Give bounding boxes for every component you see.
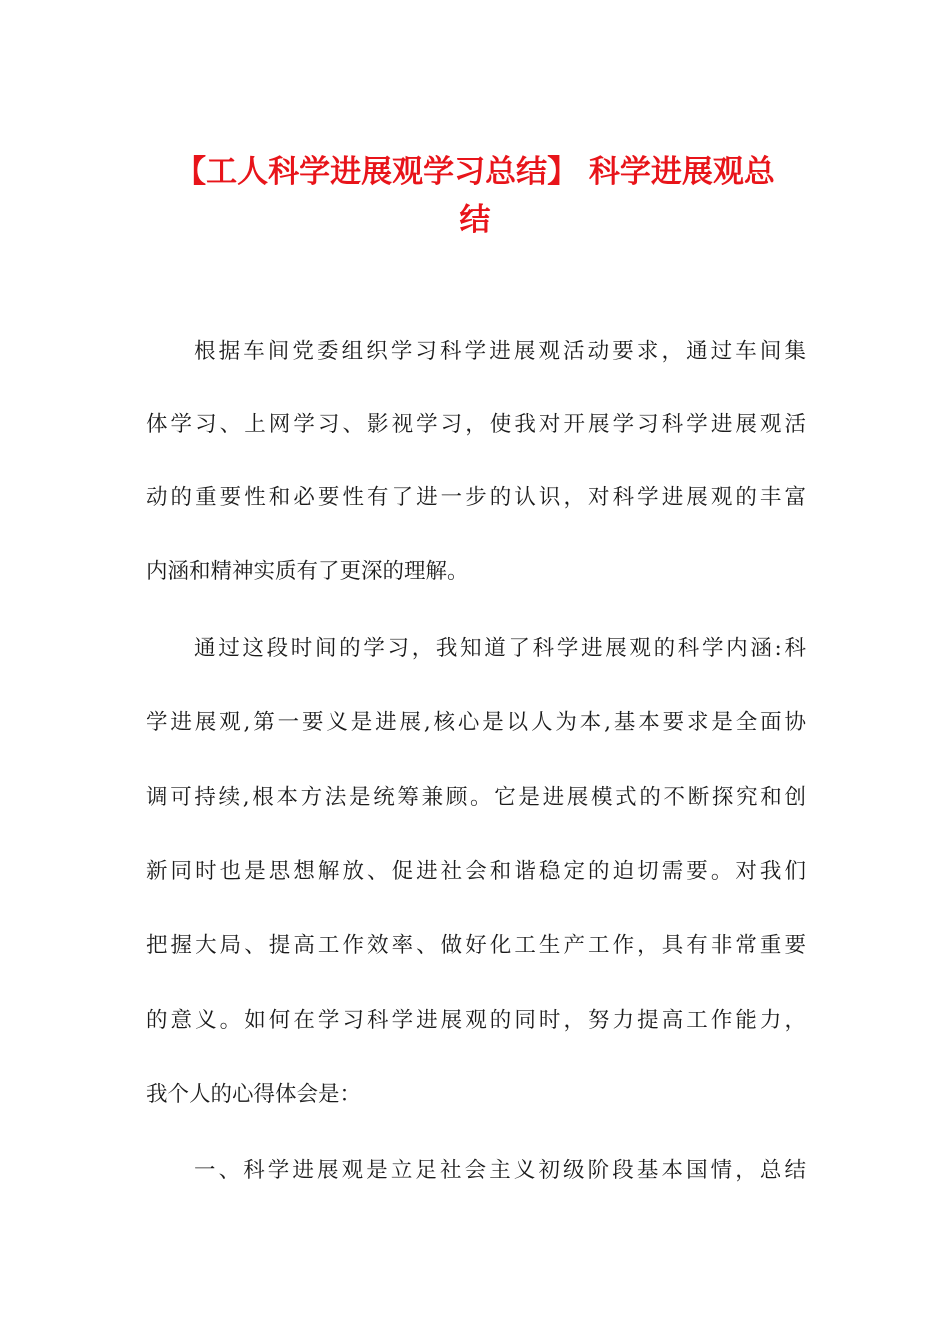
paragraph-1-line-1: 根据车间党委组织学习科学进展观活动要求，通过车间集 <box>194 339 806 364</box>
paragraph-1-line-2: 体学习、上网学习、影视学习，使我对开展学习科学进展观活 <box>146 412 806 437</box>
paragraph-2-line-4: 新同时也是思想解放、促进社会和谐稳定的迫切需要。对我们 <box>146 859 806 884</box>
paragraph-1-line-4: 内涵和精神实质有了更深的理解。 <box>146 559 469 584</box>
paragraph-2-line-7: 我个人的心得体会是： <box>146 1082 362 1107</box>
paragraph-2-line-1: 通过这段时间的学习，我知道了科学进展观的科学内涵:科 <box>194 636 806 661</box>
paragraph-3-line-1: 一、科学进展观是立足社会主义初级阶段基本国情，总结 <box>194 1158 806 1183</box>
paragraph-2-line-6: 的意义。如何在学习科学进展观的同时，努力提高工作能力， <box>146 1008 806 1033</box>
paragraph-2-line-2: 学进展观,第一要义是进展,核心是以人为本,基本要求是全面协 <box>146 710 806 735</box>
document-title-line-2: 结 <box>459 202 491 238</box>
paragraph-2-line-5: 把握大局、提高工作效率、做好化工生产工作，具有非常重要 <box>146 933 806 958</box>
paragraph-2-line-3: 调可持续,根本方法是统筹兼顾。它是进展模式的不断探究和创 <box>146 785 806 810</box>
document-title-line-1: 【工人科学进展观学习总结】 科学进展观总 <box>175 154 775 190</box>
paragraph-1-line-3: 动的重要性和必要性有了进一步的认识，对科学进展观的丰富 <box>146 485 806 510</box>
